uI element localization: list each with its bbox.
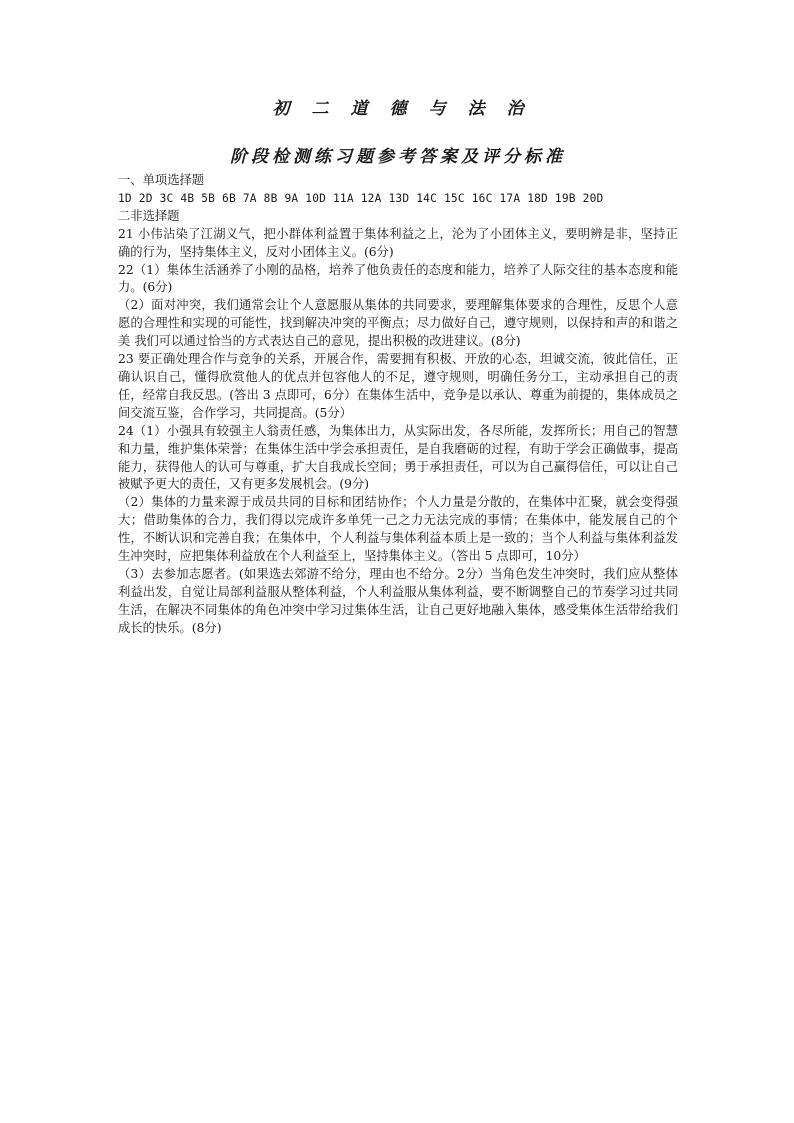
answer-24-2: （2）集体的力量来源于成员共同的目标和团结协作；个人力量是分散的，在集体中汇聚，就会变得强大；借助集体的合力，我们得以完成许多单凭一己之力无法完成的事情；在集体中，能发展自己的个性，不断认识和完善自我；在集体中，个人利益与集体利益本质上是一致的；当个人利益与集体利益发生冲突时，应把集体利益放在个人利益至上，坚持集体主义。（答出 5 点即可，10分） [118, 495, 678, 564]
non-choice-heading: 二非选择题 [118, 208, 180, 223]
single-choice-heading: 一、单项选择题 [118, 173, 205, 187]
answer-23: 23 要正确处理合作与竞争的关系，开展合作，需要拥有积极、开放的心态，坦诚交流，彼此信任，正确认识自己，懂得欣赏他人的优点并包容他人的不足，遵守规则，明确任务分工，主动承担自己的责任，经常自我反思。(答出 3 点即可，6分）在集体生活中，竞争是以承认、尊重为前提的，集体成员之间交流互鉴，合作学习，共同提高。(5分） [118, 352, 678, 420]
answer-22-2: （2）面对冲突，我们通常会让个人意愿服从集体的共同要求，要理解集体要求的合理性，反思个人意愿的合理性和实现的可能性，找到解决冲突的平衡点；尽力做好自己，遵守规则，以保持和声的和谐之美 我们可以通过恰当的方式表达自己的意见，提出积极的改进建议。(8分) [118, 298, 678, 349]
answer-24-3: （3）去参加志愿者。(如果选去郊游不给分，理由也不给分。2分）当角色发生冲突时，我们应从整体利益出发，自觉让局部利益服从整体利益，个人利益服从集体利益，要不断调整自己的节奏学习过共同生活，在解决不同集体的角色冲突中学习过集体生活，让自己更好地融入集体，感受集体生活带给我们成长的快乐。(8分) [118, 566, 678, 635]
course-title: 初二道德与法治 [272, 99, 546, 119]
answer-body [118, 172, 678, 638]
single-choice-answers: 1D 2D 3C 4B 5B 6B 7A 8B 9A 10D 11A 12A 13D 14C 15C 16C 17A 18D 19B 20D [118, 191, 604, 205]
document-title: 阶段检测练习题参考答案及评分标准 [230, 147, 566, 167]
answer-22-1: 22（1）集体生活涵养了小刚的品格，培养了他负责任的态度和能力，培养了人际交往的基本态度和能力。(6分) [118, 262, 678, 295]
answer-21: 21 小伟沾染了江湖义气，把小群体利益置于集体利益之上，沦为了小团体主义，要明辨是非，坚持正确的行为，坚持集体主义，反对小团体主义。(6分) [118, 226, 678, 259]
answer-24-1: 24（1）小强具有较强主人翁责任感，为集体出力，从实际出发，各尽所能，发挥所长；用自己的智慧和力量，维护集体荣誉；在集体生活中学会承担责任，是自我磨砺的过程，有助于学会正确做事，提高能力，获得他人的认可与尊重，扩大自我成长空间；勇于承担责任，可以为自己赢得信任，可以让自己被赋予更大的责任，又有更多发展机会。(9分) [118, 423, 678, 492]
